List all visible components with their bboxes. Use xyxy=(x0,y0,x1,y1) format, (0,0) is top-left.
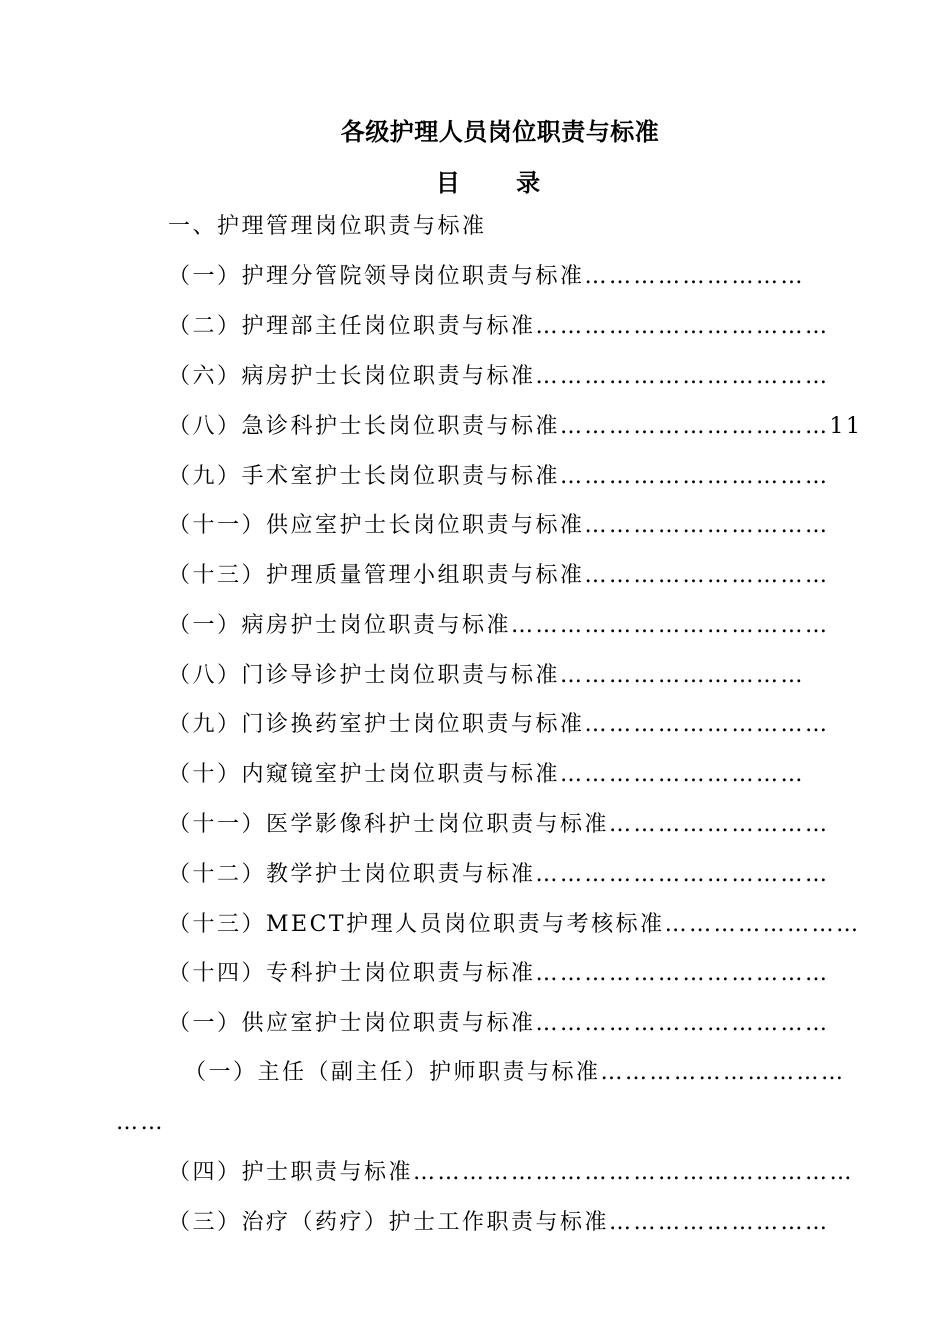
toc-entry: （十四）专科护士岗位职责与标准……………………………… xyxy=(168,961,830,986)
toc-entry: （一）护理分管院领导岗位职责与标准……………………… xyxy=(168,264,806,289)
toc-entry: （八）门诊导诊护士岗位职责与标准………………………… xyxy=(168,663,806,688)
toc-entry: （九）门诊换药室护士岗位职责与标准………………………… xyxy=(168,712,830,737)
toc-entry-continuation: …… xyxy=(116,1110,165,1135)
toc-entry: （九）手术室护士长岗位职责与标准…………………………… xyxy=(168,464,830,489)
toc-entry: （一）供应室护士岗位职责与标准……………………………… xyxy=(168,1011,830,1036)
toc-heading: 目 录 xyxy=(435,168,565,197)
toc-entry: （十一）医学影像科护士岗位职责与标准……………………… xyxy=(168,812,830,837)
document-title: 各级护理人员岗位职责与标准 xyxy=(340,117,660,146)
toc-entry: （十三）护理质量管理小组职责与标准………………………… xyxy=(168,563,830,588)
toc-entry: （二）护理部主任岗位职责与标准……………………………… xyxy=(168,314,830,339)
toc-entry: （一）病房护士岗位职责与标准………………………………… xyxy=(168,613,830,638)
toc-entry: （三）治疗（药疗）护士工作职责与标准……………………… xyxy=(168,1210,830,1235)
toc-entry: 一、护理管理岗位职责与标准 xyxy=(168,214,487,239)
toc-entry: （十二）教学护士岗位职责与标准……………………………… xyxy=(168,862,830,887)
toc-entry: （八）急诊科护士长岗位职责与标准……………………………11 xyxy=(168,414,863,439)
toc-entry: （四）护士职责与标准……………………………………………… xyxy=(168,1160,855,1185)
toc-entry: （六）病房护士长岗位职责与标准……………………………… xyxy=(168,364,830,389)
toc-entry: （一）主任（副主任）护师职责与标准………………………… xyxy=(184,1060,846,1085)
toc-entry: （十三）MECT护理人员岗位职责与考核标准…………………… xyxy=(168,912,861,937)
toc-entry: （十一）供应室护士长岗位职责与标准………………………… xyxy=(168,513,830,538)
toc-entry: （十）内窥镜室护士岗位职责与标准………………………… xyxy=(168,762,806,787)
